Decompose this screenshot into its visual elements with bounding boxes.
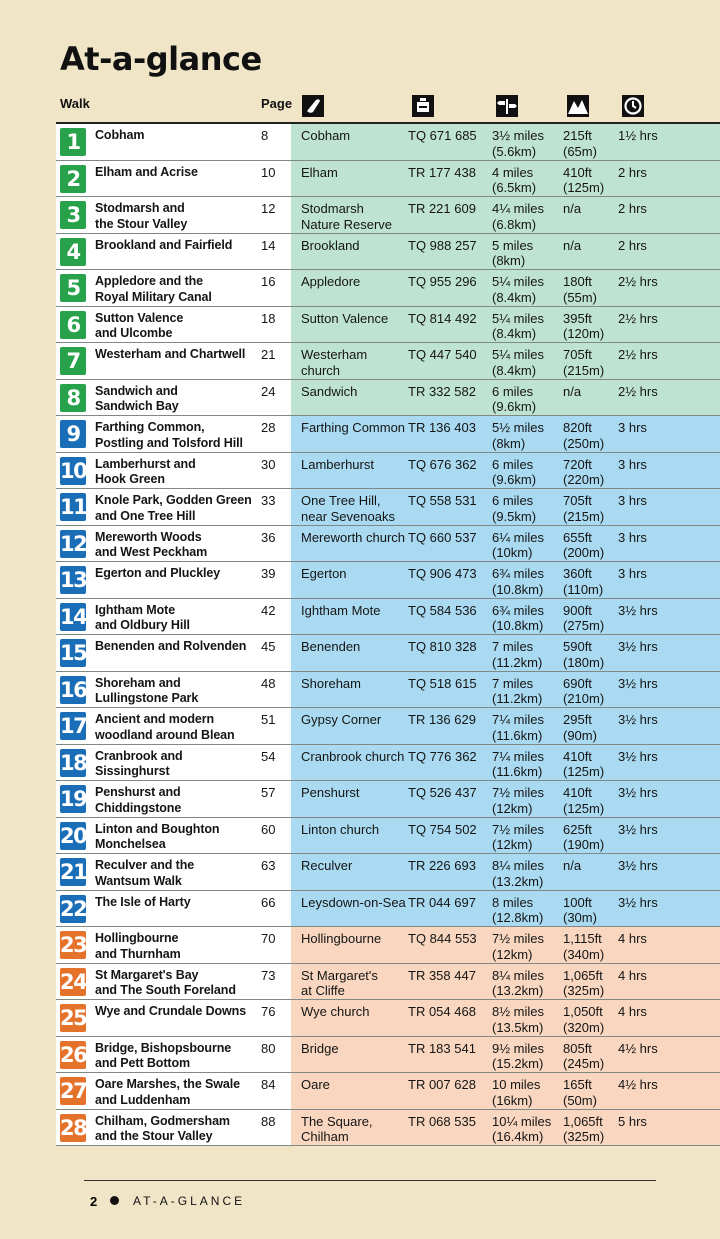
table-header xyxy=(60,88,720,122)
ascent-cell: 180ft (55m) xyxy=(563,274,597,305)
grid-ref-cell: TR 068 535 xyxy=(408,1113,476,1129)
walk-number-badge: 21 xyxy=(60,860,87,884)
time-cell: 4½ hrs xyxy=(618,1077,658,1092)
time-cell: 4½ hrs xyxy=(618,1040,658,1056)
ascent-cell: 705ft (215m) xyxy=(563,493,605,524)
time-cell: 1½ hrs xyxy=(618,128,658,143)
distance-cell: 7½ miles (12km) xyxy=(492,785,545,816)
ascent-cell: 165ft (50m) xyxy=(563,1077,597,1108)
walk-name: Bridge, Bishopsbourne and Pett Bottom xyxy=(95,1040,232,1070)
bullet-icon xyxy=(110,1196,119,1205)
table-row xyxy=(56,745,720,782)
grid-ref-cell: TR 332 582 xyxy=(408,383,476,399)
time-cell: 4 hrs xyxy=(618,1004,647,1019)
table-row xyxy=(56,197,720,234)
time-cell: 3½ hrs xyxy=(618,639,658,654)
page-cell: 63 xyxy=(261,858,276,873)
grid-ref-cell: TQ 671 685 xyxy=(408,128,477,143)
grid-ref-cell: TR 183 541 xyxy=(408,1040,476,1056)
page-cell: 36 xyxy=(261,529,276,545)
ascent-cell: 100ft (30m) xyxy=(563,894,597,925)
walk-number-badge: 16 xyxy=(60,677,87,702)
table-row xyxy=(56,526,720,563)
distance-cell: 5¼ miles (8.4km) xyxy=(492,347,545,378)
walk-number-badge: 3 xyxy=(60,201,86,229)
distance-cell: 7 miles (11.2km) xyxy=(492,675,543,706)
time-cell: 3 hrs xyxy=(618,493,647,508)
distance-cell: 6 miles (9.6km) xyxy=(492,383,537,414)
start-point-cell: Benenden xyxy=(301,639,361,654)
walk-number-badge: 18 xyxy=(60,750,87,775)
ascent-cell: 820ft (250m) xyxy=(563,420,605,451)
walk-name: Appledore and the Royal Military Canal xyxy=(95,274,212,304)
walk-name: Sandwich and Sandwich Bay xyxy=(95,383,179,413)
table-row xyxy=(56,234,720,271)
table-row xyxy=(56,270,720,307)
walk-number-badge: 20 xyxy=(60,823,87,848)
start-point-cell: Leysdown-on-Sea xyxy=(301,894,406,910)
mountain-icon xyxy=(567,95,589,117)
page-cell: 30 xyxy=(261,456,276,472)
ascent-cell: 705ft (215m) xyxy=(563,347,605,378)
start-point-cell: St Margaret's at Cliffe xyxy=(301,967,378,998)
table-row xyxy=(56,124,720,161)
table-row xyxy=(56,708,720,745)
time-cell: 3½ hrs xyxy=(618,894,658,910)
start-point-cell: Brookland xyxy=(301,237,360,253)
start-point-cell: Westerham church xyxy=(301,347,368,378)
time-cell: 3 hrs xyxy=(618,566,647,581)
time-cell: 4 hrs xyxy=(618,931,647,946)
walk-column-header: Walk xyxy=(60,96,90,111)
table-row xyxy=(56,489,720,526)
grid-ref-cell: TQ 955 296 xyxy=(408,274,477,289)
walk-name: Oare Marshes, the Swale and Luddenham xyxy=(95,1077,240,1107)
ascent-cell: 1,115ft (340m) xyxy=(563,931,605,962)
page-cell: 39 xyxy=(261,566,276,581)
ascent-cell: 590ft (180m) xyxy=(563,639,605,670)
table-row xyxy=(56,562,720,599)
page-cell: 18 xyxy=(261,310,276,326)
start-point-cell: Linton church xyxy=(301,821,380,837)
page-cell: 88 xyxy=(261,1113,276,1129)
walk-name: Hollingbourne and Thurnham xyxy=(95,931,181,961)
distance-cell: 8¼ miles (13.2km) xyxy=(492,858,545,889)
distance-cell: 5¼ miles (8.4km) xyxy=(492,310,545,341)
walk-number-badge: 1 xyxy=(60,128,86,156)
walk-number-badge: 5 xyxy=(60,274,86,302)
walk-number-badge: 25 xyxy=(60,1006,87,1030)
page-title: At-a-glance xyxy=(60,40,262,78)
distance-cell: 5 miles (8km) xyxy=(492,237,534,268)
walk-number-badge: 22 xyxy=(60,896,87,921)
grid-ref-cell: TR 221 609 xyxy=(408,201,476,216)
page-cell: 73 xyxy=(261,967,276,983)
time-cell: 2½ hrs xyxy=(618,383,658,399)
page-cell: 48 xyxy=(261,675,276,691)
start-point-cell: Hollingbourne xyxy=(301,931,382,946)
ascent-cell: 625ft (190m) xyxy=(563,821,605,852)
time-cell: 3½ hrs xyxy=(618,785,658,800)
walk-name: Egerton and Pluckley xyxy=(95,566,221,580)
page-cell: 8 xyxy=(261,128,269,143)
grid-ref-cell: TR 226 693 xyxy=(408,858,476,873)
grid-ref-cell: TR 136 403 xyxy=(408,420,476,435)
page-cell: 12 xyxy=(261,201,276,216)
time-cell: 2½ hrs xyxy=(618,274,658,289)
start-point-cell: The Square, Chilham xyxy=(301,1113,373,1144)
grid-ref-cell: TQ 447 540 xyxy=(408,347,477,362)
time-cell: 2 hrs xyxy=(618,201,647,216)
walk-name: Cobham xyxy=(95,128,145,142)
grid-ref-cell: TR 044 697 xyxy=(408,894,476,910)
grid-ref-cell: TR 054 468 xyxy=(408,1004,476,1019)
table-row xyxy=(56,599,720,636)
grid-ref-cell: TQ 584 536 xyxy=(408,602,477,618)
table-row xyxy=(56,635,720,672)
walk-number-badge: 28 xyxy=(60,1115,87,1140)
walk-number-badge: 13 xyxy=(60,568,87,592)
walk-number-badge: 12 xyxy=(60,531,87,556)
distance-cell: 6¾ miles (10.8km) xyxy=(492,566,545,597)
distance-cell: 8 miles (12.8km) xyxy=(492,894,544,925)
ascent-cell: 410ft (125m) xyxy=(563,164,605,195)
page-cell: 57 xyxy=(261,785,276,800)
start-point-cell: Elham xyxy=(301,164,338,180)
page-cell: 70 xyxy=(261,931,276,946)
boot-icon xyxy=(302,95,324,117)
distance-cell: 4 miles (6.5km) xyxy=(492,164,537,195)
walk-number-badge: 17 xyxy=(60,714,87,738)
page-cell: 42 xyxy=(261,602,276,618)
table-row xyxy=(56,854,720,891)
start-point-cell: Gypsy Corner xyxy=(301,712,382,727)
start-point-cell: Reculver xyxy=(301,858,353,873)
walk-name: Mereworth Woods and West Peckham xyxy=(95,529,208,559)
grid-ref-cell: TQ 906 473 xyxy=(408,566,477,581)
walk-number-badge: 23 xyxy=(60,933,87,957)
walk-name: Wye and Crundale Downs xyxy=(95,1004,247,1018)
grid-ref-cell: TQ 988 257 xyxy=(408,237,477,253)
page-number: 2 xyxy=(90,1194,98,1209)
distance-cell: 10 miles (16km) xyxy=(492,1077,541,1108)
distance-cell: 8½ miles (13.5km) xyxy=(492,1004,545,1035)
table-row xyxy=(56,380,720,417)
walk-name: Stodmarsh and the Stour Valley xyxy=(95,201,188,231)
time-cell: 3½ hrs xyxy=(618,675,658,691)
walk-name: Shoreham and Lullingstone Park xyxy=(95,675,199,705)
ascent-cell: n/a xyxy=(563,383,582,399)
walk-number-badge: 4 xyxy=(60,238,86,266)
time-cell: 3½ hrs xyxy=(618,712,658,727)
start-point-cell: Egerton xyxy=(301,566,347,581)
ascent-cell: 410ft (125m) xyxy=(563,785,605,816)
time-cell: 5 hrs xyxy=(618,1113,647,1129)
time-cell: 2 hrs xyxy=(618,237,647,253)
page-cell: 76 xyxy=(261,1004,276,1019)
table-row xyxy=(56,1073,720,1110)
walk-number-badge: 7 xyxy=(60,347,86,375)
grid-ref-cell: TR 177 438 xyxy=(408,164,476,180)
time-cell: 3½ hrs xyxy=(618,602,658,618)
time-cell: 2½ hrs xyxy=(618,310,658,326)
walks-table xyxy=(56,124,720,1146)
ascent-cell: n/a xyxy=(563,858,582,873)
time-cell: 3½ hrs xyxy=(618,821,658,837)
grid-ref-cell: TQ 518 615 xyxy=(408,675,477,691)
distance-cell: 7¼ miles (11.6km) xyxy=(492,712,545,743)
grid-ref-cell: TR 136 629 xyxy=(408,712,476,727)
table-row xyxy=(56,964,720,1001)
distance-cell: 6 miles (9.5km) xyxy=(492,493,537,524)
time-cell: 3 hrs xyxy=(618,420,647,435)
table-row xyxy=(56,161,720,198)
walk-name: Sutton Valence and Ulcombe xyxy=(95,310,184,340)
table-row xyxy=(56,891,720,928)
grid-ref-cell: TQ 660 537 xyxy=(408,529,477,545)
grid-ref-cell: TQ 558 531 xyxy=(408,493,477,508)
walk-name: Elham and Acrise xyxy=(95,164,198,179)
ascent-cell: 1,050ft (320m) xyxy=(563,1004,605,1035)
start-point-cell: Cranbrook church xyxy=(301,748,405,764)
grid-ref-cell: TQ 776 362 xyxy=(408,748,477,764)
walk-name: Lamberhurst and Hook Green xyxy=(95,456,196,486)
walk-name: Chilham, Godmersham and the Stour Valley xyxy=(95,1113,230,1143)
time-cell: 2 hrs xyxy=(618,164,647,180)
grid-ref-cell: TQ 814 492 xyxy=(408,310,477,326)
walk-number-badge: 14 xyxy=(60,604,87,629)
start-point-cell: Ightham Mote xyxy=(301,602,381,618)
page-cell: 33 xyxy=(261,493,276,508)
walk-number-badge: 2 xyxy=(60,165,86,193)
walk-number-badge: 6 xyxy=(60,311,86,339)
walk-number-badge: 27 xyxy=(60,1079,87,1103)
walk-name: Linton and Boughton Monchelsea xyxy=(95,821,220,851)
ascent-cell: 900ft (275m) xyxy=(563,602,605,633)
ascent-cell: 655ft (200m) xyxy=(563,529,605,560)
page-cell: 54 xyxy=(261,748,276,764)
distance-cell: 3½ miles (5.6km) xyxy=(492,128,545,159)
ascent-cell: n/a xyxy=(563,201,582,216)
table-row xyxy=(56,1037,720,1074)
page-cell: 66 xyxy=(261,894,276,910)
grid-ref-cell: TR 007 628 xyxy=(408,1077,476,1092)
section-title: AT-A-GLANCE xyxy=(133,1194,246,1208)
ascent-cell: 215ft (65m) xyxy=(563,128,597,159)
ascent-cell: 360ft (110m) xyxy=(563,566,604,597)
page-cell: 84 xyxy=(261,1077,276,1092)
distance-cell: 7 miles (11.2km) xyxy=(492,639,543,670)
walk-number-badge: 11 xyxy=(60,495,87,519)
grid-ref-cell: TQ 844 553 xyxy=(408,931,477,946)
table-row xyxy=(56,453,720,490)
walk-number-badge: 9 xyxy=(60,420,86,448)
start-point-cell: One Tree Hill, near Sevenoaks xyxy=(301,493,395,524)
walk-name: Knole Park, Godden Green and One Tree Hill xyxy=(95,493,252,523)
start-point-cell: Lamberhurst xyxy=(301,456,374,472)
page-cell: 24 xyxy=(261,383,276,399)
distance-cell: 8¼ miles (13.2km) xyxy=(492,967,545,998)
page-cell: 21 xyxy=(261,347,276,362)
walk-name: Benenden and Rolvenden xyxy=(95,639,247,653)
start-point-cell: Farthing Common xyxy=(301,420,406,435)
start-point-cell: Stodmarsh Nature Reserve xyxy=(301,201,393,232)
distance-cell: 7½ miles (12km) xyxy=(492,821,545,852)
table-row xyxy=(56,781,720,818)
table-row xyxy=(56,307,720,344)
table-row xyxy=(56,1000,720,1037)
ascent-cell: n/a xyxy=(563,237,582,253)
distance-cell: 5¼ miles (8.4km) xyxy=(492,274,545,305)
distance-cell: 6¼ miles (10km) xyxy=(492,529,545,560)
distance-cell: 9½ miles (15.2km) xyxy=(492,1040,545,1071)
table-row xyxy=(56,672,720,709)
table-row xyxy=(56,927,720,964)
start-point-cell: Appledore xyxy=(301,274,361,289)
time-cell: 3½ hrs xyxy=(618,748,658,764)
walk-name: Brookland and Fairfield xyxy=(95,237,233,252)
ascent-cell: 805ft (245m) xyxy=(563,1040,605,1071)
start-point-cell: Sandwich xyxy=(301,383,358,399)
walk-number-badge: 8 xyxy=(60,384,86,412)
time-cell: 4 hrs xyxy=(618,967,647,983)
page-cell: 16 xyxy=(261,274,276,289)
walk-name: Ightham Mote and Oldbury Hill xyxy=(95,602,190,632)
grid-ref-cell: TQ 676 362 xyxy=(408,456,477,472)
clock-icon xyxy=(622,95,644,117)
start-point-cell: Penshurst xyxy=(301,785,360,800)
table-row xyxy=(56,1110,720,1147)
footer-rule xyxy=(84,1180,656,1181)
page-cell: 45 xyxy=(261,639,276,654)
distance-cell: 5½ miles (8km) xyxy=(492,420,545,451)
walk-name: St Margaret's Bay and The South Foreland xyxy=(95,967,236,997)
grid-ref-cell: TQ 526 437 xyxy=(408,785,477,800)
start-point-cell: Mereworth church xyxy=(301,529,406,545)
ascent-cell: 1,065ft (325m) xyxy=(563,967,605,998)
table-row xyxy=(56,416,720,453)
table-row xyxy=(56,343,720,380)
time-cell: 3 hrs xyxy=(618,529,647,545)
distance-cell: 10¼ miles (16.4km) xyxy=(492,1113,552,1144)
start-point-cell: Bridge xyxy=(301,1040,339,1056)
walk-number-badge: 24 xyxy=(60,969,87,994)
walk-number-badge: 15 xyxy=(60,641,87,665)
walk-name: Reculver and the Wantsum Walk xyxy=(95,858,195,888)
ascent-cell: 720ft (220m) xyxy=(563,456,605,487)
grid-ref-cell: TQ 810 328 xyxy=(408,639,477,654)
time-cell: 2½ hrs xyxy=(618,347,658,362)
map-sheet-icon xyxy=(412,95,434,117)
start-point-cell: Shoreham xyxy=(301,675,361,691)
walk-number-badge: 19 xyxy=(60,787,87,811)
walk-name: Farthing Common, Postling and Tolsford Hill xyxy=(95,420,243,450)
start-point-cell: Sutton Valence xyxy=(301,310,389,326)
walk-number-badge: 10 xyxy=(60,458,87,483)
page-cell: 60 xyxy=(261,821,276,837)
walk-name: Cranbrook and Sissinghurst xyxy=(95,748,183,778)
distance-cell: 4¼ miles (6.8km) xyxy=(492,201,545,232)
distance-cell: 6 miles (9.6km) xyxy=(492,456,537,487)
start-point-cell: Oare xyxy=(301,1077,330,1092)
ascent-cell: 395ft (120m) xyxy=(563,310,605,341)
distance-cell: 7¼ miles (11.6km) xyxy=(492,748,545,779)
page-cell: 80 xyxy=(261,1040,276,1056)
page-cell: 14 xyxy=(261,237,276,253)
distance-cell: 6¾ miles (10.8km) xyxy=(492,602,545,633)
page-column-header: Page xyxy=(261,96,293,111)
walk-name: Penshurst and Chiddingstone xyxy=(95,785,182,815)
ascent-cell: 1,065ft (325m) xyxy=(563,1113,605,1144)
grid-ref-cell: TQ 754 502 xyxy=(408,821,477,837)
signpost-icon xyxy=(496,95,518,117)
walk-name: Westerham and Chartwell xyxy=(95,347,246,361)
time-cell: 3½ hrs xyxy=(618,858,658,873)
ascent-cell: 295ft (90m) xyxy=(563,712,597,743)
grid-ref-cell: TR 358 447 xyxy=(408,967,476,983)
start-point-cell: Wye church xyxy=(301,1004,370,1019)
walk-name: Ancient and modern woodland around Blean xyxy=(95,712,235,742)
start-point-cell: Cobham xyxy=(301,128,351,143)
page-cell: 51 xyxy=(261,712,276,727)
table-row xyxy=(56,818,720,855)
ascent-cell: 690ft (210m) xyxy=(563,675,605,706)
page-cell: 10 xyxy=(261,164,276,180)
time-cell: 3 hrs xyxy=(618,456,647,472)
walk-number-badge: 26 xyxy=(60,1042,87,1067)
distance-cell: 7½ miles (12km) xyxy=(492,931,545,962)
walk-name: The Isle of Harty xyxy=(95,894,191,909)
page-cell: 28 xyxy=(261,420,276,435)
ascent-cell: 410ft (125m) xyxy=(563,748,605,779)
